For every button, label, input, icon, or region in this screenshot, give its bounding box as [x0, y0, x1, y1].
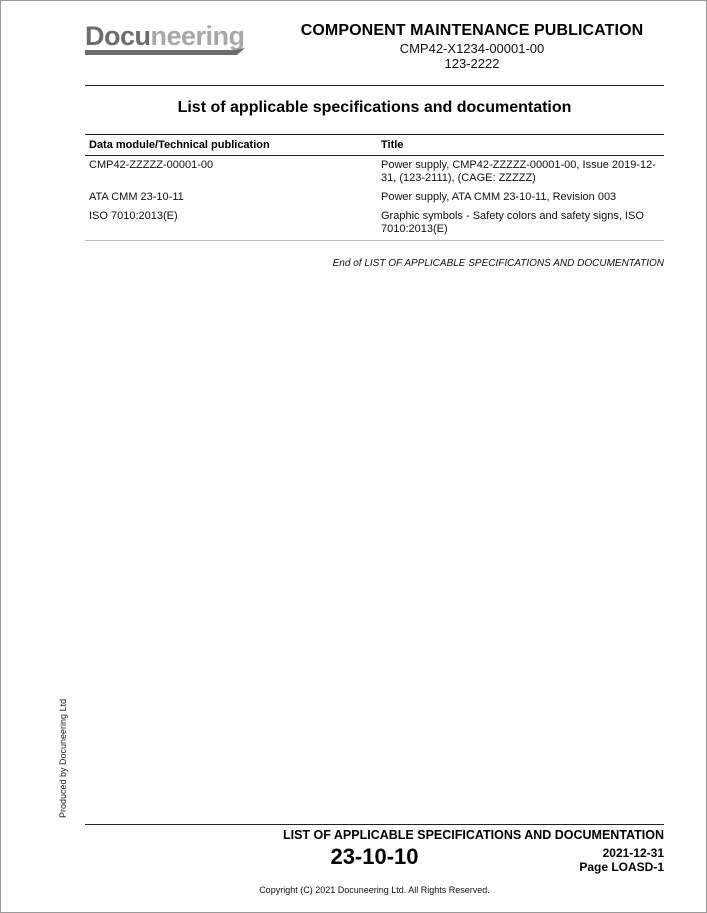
- document-title: List of applicable specifications and documentation: [177, 99, 572, 116]
- footer-section-title: LIST OF APPLICABLE SPECIFICATIONS AND DOCUMENTATION: [282, 828, 664, 842]
- table-row: [85, 188, 664, 207]
- footer-divider: [85, 824, 664, 825]
- end-of-section-note: End of LIST OF APPLICABLE SPECIFICATIONS AND DOCUMENTATION: [332, 258, 664, 269]
- row-reference: ATA CMM 23-10-11: [89, 191, 184, 203]
- row-title: Power supply, CMP42-ZZZZZ-00001-00, Issue 2019-12-31, (123-2111), (CAGE: ZZZZZ): [381, 159, 656, 184]
- copyright-notice: Copyright (C) 2021 Docuneering Ltd. All Rights Reserved.: [259, 885, 490, 895]
- footer-date: 2021-12-31: [602, 846, 664, 860]
- table-row: [85, 156, 664, 189]
- table-row: [85, 207, 664, 241]
- logo-text-secondary: neering: [150, 21, 245, 51]
- table-header-row: [85, 135, 664, 156]
- row-reference: ISO 7010:2013(E): [85, 207, 377, 241]
- publication-header: [291, 21, 653, 71]
- publication-title: COMPONENT MAINTENANCE PUBLICATION: [300, 22, 644, 39]
- row-title: Power supply, ATA CMM 23-10-11, Revision 003: [381, 191, 617, 203]
- column-header-reference: Data module/Technical publication: [85, 135, 377, 156]
- column-header-title: Title: [377, 135, 664, 156]
- company-logo: [85, 21, 245, 61]
- publication-code: CMP42-X1234-00001-00: [399, 41, 545, 56]
- header-divider: [85, 85, 664, 86]
- specifications-table: [85, 134, 664, 241]
- footer-chapter-code: 23-10-10: [330, 844, 419, 869]
- produced-by-label: Produced by Docuneering Ltd: [58, 698, 68, 818]
- row-title: Graphic symbols - Safety colors and safety signs, ISO 7010:2013(E): [377, 207, 664, 241]
- logo-swoosh-icon: [85, 47, 245, 57]
- logo-text-primary: Docu: [85, 21, 151, 51]
- publication-number: 123-2222: [444, 56, 500, 71]
- footer-page-number: Page LOASD-1: [579, 860, 664, 874]
- row-reference: CMP42-ZZZZZ-00001-00: [89, 159, 214, 171]
